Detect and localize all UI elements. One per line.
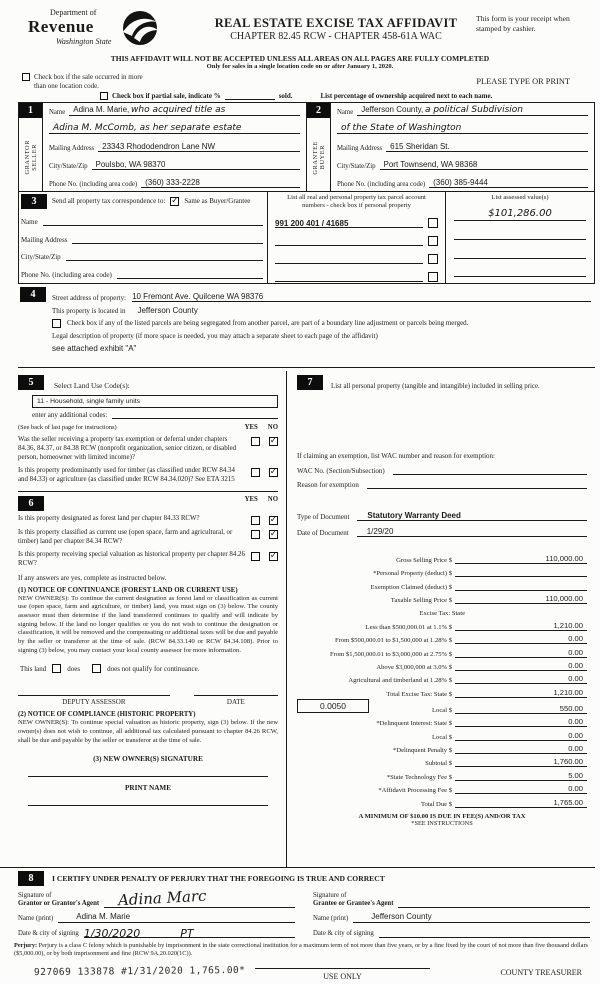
acceptance-warning: THIS AFFIDAVIT WILL NOT BE ACCEPTED UNLESS ALL AREAS ON ALL PAGES ARE FULLY COMPLETED	[110, 54, 490, 63]
s5-q1-no-checkbox[interactable]: ✓	[269, 435, 278, 446]
buyer-name-label: Name	[337, 108, 354, 116]
parcel-field-3[interactable]	[275, 255, 423, 264]
form-subtitle: CHAPTER 82.45 RCW - CHAPTER 458-61A WAC	[230, 31, 442, 42]
s5-question-2: Is this property predominantly used for timber (as classified under RCW 84.34 and 84.33) or agriculture (as classified under RCW 84.34.020)? See ETA 3215	[18, 466, 235, 483]
does-label: does	[67, 664, 81, 673]
taxable-selling-price-label: Taxable Selling Price $	[390, 597, 452, 605]
s5-question-1: Was the seller receiving a property tax exemption or deferral under chapters 84.36, 84.37, or 84.38 RCW (nonprofit organization, senior citizen, or disabled person, homeowner with limited income)?	[18, 435, 237, 461]
delinquent-interest-local-label: Local $	[432, 733, 452, 741]
delinquent-interest-state-label: *Delinquent Interest: State $	[376, 720, 452, 728]
seller-name-field[interactable]: Adina M. Marie, who acquired title as	[69, 105, 300, 116]
logo-washington-state: Washington State	[56, 37, 112, 46]
section-4-badge: 4	[20, 287, 46, 302]
grantor-signature-label: Signature of Grantor or Grantor's Agent	[18, 891, 100, 907]
buyer-citystatezip-label: City/State/Zip	[337, 162, 376, 170]
s6-q1-no-checkbox[interactable]: ✓	[269, 514, 278, 525]
buyer-citystatezip-field[interactable]: Port Townsend, WA 98368	[380, 160, 588, 170]
perjury-statement: Perjury: Perjury is a class C felony which is punishable by imprisonment in the state correctional institution for a maximum term of not more than five years, or by a fine fixed by the court of not more than five thousand dollars ($5,000.00), or by both imprisonment and fine (RCW 9A.20.020(1C)).	[14, 941, 588, 958]
total-due-label: Total Due $	[420, 800, 452, 808]
seller-grantor-side-label: GRANTOR SELLER	[23, 140, 38, 175]
local-rate-box[interactable]: 0.0050	[297, 699, 369, 713]
assessed-value-field-3[interactable]	[454, 246, 586, 259]
seller-mailing-field[interactable]: 23343 Rhododendron Lane NW	[98, 142, 300, 152]
state-technology-fee-label: *State Technology Fee $	[386, 773, 452, 781]
see-instructions-note: *SEE INSTRUCTIONS	[411, 819, 473, 827]
section-2-badge: 2	[307, 103, 330, 118]
wac-label: WAC No. (Section/Subsection)	[297, 466, 385, 475]
see-back-note: (See back of last page for instructions)	[18, 423, 117, 431]
logo-revenue: Revenue	[28, 17, 94, 36]
section-3-badge: 3	[21, 194, 47, 209]
land-use-code-select[interactable]: 11 - Household, single family units	[32, 395, 278, 408]
logo-dept-of: Department of	[50, 8, 97, 17]
s6-question-1: Is this property designated as forest land per chapter 84.33 RCW?	[18, 514, 200, 522]
minimum-due-note: A MINIMUM OF $10.00 IS DUE IN FEE(S) AND/OR TAX	[358, 812, 526, 820]
land-does-not-checkbox[interactable]	[92, 664, 101, 673]
exemption-claimed-label: Exemption Claimed (deduct) $	[370, 583, 452, 591]
partial-sale-sold-label: sold.	[278, 91, 293, 100]
same-as-buyer-label: Same as Buyer/Grantee	[184, 196, 251, 205]
new-owner-signature-label: (3) NEW OWNER(S) SIGNATURE	[93, 754, 203, 763]
s6-no-header: NO	[267, 495, 278, 503]
form-header	[0, 0, 600, 54]
tier3-label: From $1,500,000.01 to $3,000,000 at 2.75% $	[330, 650, 452, 658]
parcel-personal-checkbox-4[interactable]	[428, 272, 438, 282]
grantor-signature-field[interactable]: Adina Marc	[104, 892, 295, 908]
total-excise-state-label: Total Excise Tax: State $	[386, 690, 452, 698]
s6-q3-yes-checkbox[interactable]	[251, 552, 260, 561]
gross-selling-price-label: Gross Selling Price $	[396, 556, 452, 564]
grantee-signing-block	[313, 888, 590, 938]
does-not-label: does not qualify for continuance.	[107, 664, 200, 673]
partial-sale-percent-field[interactable]	[225, 92, 275, 100]
parcel-personal-checkbox-1[interactable]	[428, 218, 438, 228]
footer-row	[0, 960, 600, 984]
section-1-seller	[19, 103, 306, 191]
taxable-selling-price-value[interactable]: 110,000.00	[455, 594, 587, 604]
s3-citystatezip-field[interactable]	[66, 252, 263, 261]
agricultural-timberland-label: Agricultural and timberland at 1.28% $	[348, 677, 452, 685]
land-use-title: Select Land Use Code(s):	[54, 380, 130, 390]
s5-q2-no-checkbox[interactable]: ✓	[269, 466, 278, 477]
s3-phone-label: Phone No. (including area code)	[21, 270, 112, 279]
tier4-value[interactable]: 0.00	[455, 661, 587, 671]
delinquent-penalty-label: *Delinquent Penalty $	[393, 746, 452, 754]
same-as-buyer-checkbox[interactable]: ✓	[171, 195, 179, 206]
grantor-date-city-label: Date & city of signing	[18, 929, 79, 937]
buyer-phone-field[interactable]: (360) 385-9444	[429, 178, 588, 188]
seller-mailing-label: Mailing Address	[49, 145, 95, 152]
s5-q1-yes-checkbox[interactable]	[251, 437, 260, 446]
reason-label: Reason for exemption	[297, 480, 359, 489]
excise-tax-state-label: Excise Tax: State	[419, 610, 465, 618]
type-of-document-field[interactable]: Statutory Warranty Deed	[357, 511, 587, 521]
right-column	[287, 371, 595, 867]
s3-citystatezip-label: City/State/Zip	[21, 253, 61, 261]
s3-phone-field[interactable]	[117, 270, 263, 279]
notice-continuance-title: (1) NOTICE OF CONTINUANCE (FOREST LAND OR CURRENT USE)	[18, 586, 238, 594]
notice-continuance-body: NEW OWNER(S): To continue the current designation as forest land or classification as current use (open space, farm and agriculture, or timber) land, you must sign on (3) below. The county assessor must then determine if the land transferred continues to qualify and will indicate by signing below. If the land no longer qualifies or you do not wish to continue the designation or classification, it will be removed and the compensating or additional taxes will be due and payable by the seller or transferor at the time of sale. (RCW 84.33.140 or RCW 84.34.108). Prior to signing (3) below, you may contact your local county assessor for more information.	[18, 594, 279, 654]
legal-description-value[interactable]: see attached exhibit "A"	[52, 343, 137, 353]
agricultural-timberland-value[interactable]: 0.00	[455, 674, 587, 684]
s6-q1-yes-checkbox[interactable]	[251, 516, 260, 525]
notice-compliance-title: (2) NOTICE OF COMPLIANCE (HISTORIC PROPERTY)	[18, 711, 196, 719]
please-type-note: PLEASE TYPE OR PRINT	[476, 77, 570, 86]
certify-statement: I CERTIFY UNDER PENALTY OF PERJURY THAT THE FOREGOING IS TRUE AND CORRECT	[52, 873, 385, 883]
use-only-label: USE ONLY	[255, 968, 430, 981]
subtotal-value[interactable]: 1,760.00	[455, 757, 587, 767]
multi-location-checkbox[interactable]	[22, 73, 30, 81]
form-title: REAL ESTATE EXCISE TAX AFFIDAVIT	[214, 16, 458, 30]
seller-phone-field[interactable]: (360) 333-2228	[141, 178, 300, 188]
notice-compliance-body: NEW OWNER(S): To continue special valuation as historic property, sign (3) below. If the new owner(s) does not wish to continue, all additional tax calculated pursuant to chapter 84.26 RCW, shall be due and payable by the seller or transferor at the time of sale.	[18, 719, 278, 744]
seller-name-label: Name	[49, 108, 66, 116]
parcel-numbers-header: List all real and personal property tax parcel account numbers - check box if personal property	[287, 193, 426, 209]
personal-property-title: List all personal property (tangible and intangible) included in selling price.	[331, 382, 540, 390]
parcel-field-2[interactable]	[275, 237, 423, 246]
s6-question-3: Is this property receiving special valuation as historical property per chapter 84.26 RCW?	[18, 550, 245, 567]
delinquent-interest-state-value[interactable]: 0.00	[455, 717, 587, 727]
segregated-label: Check box if any of the listed parcels are being segregated from another parcel, are part of a boundary line adjustment or parcels being merged.	[67, 318, 469, 327]
cashier-stamp: 927069 133878 #1/31/2020 1,765.00*	[33, 964, 246, 978]
section-5-badge: 5	[18, 375, 44, 390]
print-name-label: PRINT NAME	[125, 783, 171, 792]
located-in-label: This property is located in	[52, 306, 126, 315]
s5-yes-header: YES	[244, 423, 258, 431]
wac-field[interactable]	[393, 474, 587, 475]
legal-description-label: Legal description of property (if more space is needed, you may attach a separate sheet to each page of the affidavit)	[52, 331, 378, 340]
section-3	[18, 192, 595, 284]
date-of-document-label: Date of Document	[297, 528, 349, 537]
section-4	[18, 284, 595, 368]
buyer-name-field-2[interactable]: of the State of Washington	[337, 123, 588, 134]
grantee-name-print-label: Name (print)	[313, 914, 349, 922]
s5-q2-yes-checkbox[interactable]	[251, 468, 260, 477]
grantee-date-city-label: Date & city of signing	[313, 929, 374, 937]
street-address-label: Street address of property:	[52, 293, 127, 302]
grantee-date-city-field[interactable]	[379, 927, 590, 938]
s3-mailing-label: Mailing Address	[21, 235, 68, 244]
local-tax-label: Local $	[432, 706, 452, 714]
gross-selling-price-value[interactable]: 110,000.00	[455, 554, 587, 564]
located-in-field[interactable]: Jefferson County	[137, 305, 198, 315]
grantee-name-print-field[interactable]: Jefferson County	[353, 912, 590, 923]
parcel-personal-checkbox-3[interactable]	[428, 254, 438, 264]
s6-q2-no-checkbox[interactable]: ✓	[269, 528, 278, 539]
delinquent-penalty-value[interactable]: 0.00	[455, 744, 587, 754]
tier1-label: Less than $500,000.01 at 1.1% $	[365, 623, 452, 631]
deputy-assessor-line[interactable]: DEPUTY ASSESSOR	[18, 695, 170, 706]
buyer-phone-label: Phone No. (including area code)	[337, 180, 426, 188]
parcel-personal-checkbox-2[interactable]	[428, 236, 438, 246]
seller-phone-label: Phone No. (including area code)	[49, 180, 138, 188]
additional-codes-label: enter any additional codes:	[32, 410, 108, 419]
parcel-field-4[interactable]	[275, 273, 423, 282]
s6-question-2: Is this property classified as current use (open space, farm and agricultural, or timber) land per chapter 84.34 RCW?	[18, 528, 233, 545]
parcel-field-1[interactable]: 991 200 401 / 41685	[275, 219, 423, 228]
tier3-value[interactable]: 0.00	[455, 648, 587, 658]
section-8	[0, 868, 600, 938]
dor-swoosh-icon	[120, 8, 160, 48]
buyer-mailing-label: Mailing Address	[337, 145, 383, 152]
multi-location-label: Check box if the sale occurred in more than one location code.	[34, 73, 143, 90]
deputy-date-line[interactable]: DATE	[194, 695, 278, 706]
seller-citystatezip-field[interactable]: Poulsbo, WA 98370	[92, 160, 300, 170]
buyer-grantee-side-label: GRANTEE BUYER	[311, 140, 326, 175]
section-6-badge: 6	[18, 496, 44, 511]
any-yes-note: If any answers are yes, complete as instructed below.	[18, 573, 167, 582]
s6-q3-no-checkbox[interactable]: ✓	[269, 550, 278, 561]
s3-name-field[interactable]	[43, 217, 263, 226]
land-does-checkbox[interactable]	[52, 664, 61, 673]
ownership-note: List percentage of ownership acquired next to each name.	[320, 91, 493, 100]
s6-q2-yes-checkbox[interactable]	[251, 530, 260, 539]
exemption-note: If claiming an exemption, list WAC number and reason for exemption:	[297, 451, 495, 460]
send-correspondence-label: Send all property tax correspondence to:	[52, 196, 166, 205]
date-of-document-field[interactable]: 1/29/20	[357, 527, 587, 537]
s6-yes-header: YES	[244, 495, 258, 503]
section-7-badge: 7	[297, 375, 323, 390]
print-name-line[interactable]	[28, 792, 268, 806]
grantor-name-print-field[interactable]: Adina M. Marie	[58, 912, 295, 923]
subtotal-label: Subtotal $	[425, 760, 452, 768]
tier2-value[interactable]: 0.00	[455, 634, 587, 644]
tier4-label: Above $3,000,000 at 3.0% $	[376, 664, 452, 672]
type-of-document-label: Type of Document	[297, 512, 350, 521]
grantee-signature-field[interactable]	[398, 892, 590, 908]
total-due-value[interactable]: 1,765.00	[455, 798, 587, 808]
s3-mailing-field[interactable]	[72, 235, 263, 244]
total-excise-state-value[interactable]: 1,210.00	[455, 688, 587, 698]
section-2-buyer	[306, 103, 594, 191]
affidavit-processing-fee-label: *Affidavit Processing Fee $	[378, 787, 452, 795]
dor-logo	[28, 8, 196, 54]
buyer-name-field[interactable]: Jefferson County, a political Subdivision	[357, 105, 588, 116]
assessed-values-header: List assessed value(s)	[491, 193, 549, 201]
grantor-name-print-label: Name (print)	[18, 914, 54, 922]
section-1-badge: 1	[19, 103, 42, 118]
grantee-signature-label: Signature of Grantee or Grantee's Agent	[313, 891, 394, 907]
grantor-signing-block	[18, 888, 295, 938]
county-treasurer-label: COUNTY TREASURER	[500, 967, 582, 977]
affidavit-processing-fee-value[interactable]: 0.00	[455, 784, 587, 794]
seller-citystatezip-label: City/State/Zip	[49, 162, 88, 170]
section-8-badge: 8	[18, 871, 44, 886]
partial-sale-checkbox[interactable]	[100, 92, 108, 100]
segregated-checkbox[interactable]	[52, 319, 61, 328]
delinquent-interest-local-value[interactable]: 0.00	[455, 731, 587, 741]
partial-sale-label: Check box if partial sale, indicate %	[112, 91, 221, 100]
this-land-label: This land	[20, 664, 47, 673]
tier1-value[interactable]: 1,210.00	[455, 621, 587, 631]
street-address-field[interactable]: 10 Fremont Ave. Quilcene WA 98376	[132, 292, 591, 302]
additional-codes-field[interactable]	[112, 411, 278, 419]
assessed-value-field-1[interactable]: $101,286.00	[454, 208, 586, 221]
seller-name-field-2[interactable]: Adina M. McComb, as her separate estate	[49, 123, 300, 134]
tier2-label: From $500,000.01 to $1,500,000 at 1.28% $	[334, 637, 452, 645]
assessed-value-field-2[interactable]	[454, 227, 586, 240]
new-owner-signature-line[interactable]	[28, 763, 268, 777]
s3-name-label: Name	[21, 218, 38, 226]
local-tax-value[interactable]: 550.00	[455, 704, 587, 714]
state-technology-fee-value[interactable]: 5.00	[455, 771, 587, 781]
buyer-mailing-field[interactable]: 615 Sheridan St.	[386, 142, 588, 152]
grantor-date-city-field[interactable]: 1/30/2020 PT	[84, 927, 295, 938]
s5-no-header: NO	[267, 423, 278, 431]
receipt-note: This form is your receipt when stamped by cashier.	[476, 14, 570, 33]
personal-property-deduct-label: *Personal Property (deduct) $	[373, 570, 452, 578]
single-location-note: Only for sales in a single location code on or after January 1, 2020.	[206, 63, 394, 70]
assessed-value-field-4[interactable]	[454, 265, 586, 278]
left-column	[0, 371, 287, 867]
